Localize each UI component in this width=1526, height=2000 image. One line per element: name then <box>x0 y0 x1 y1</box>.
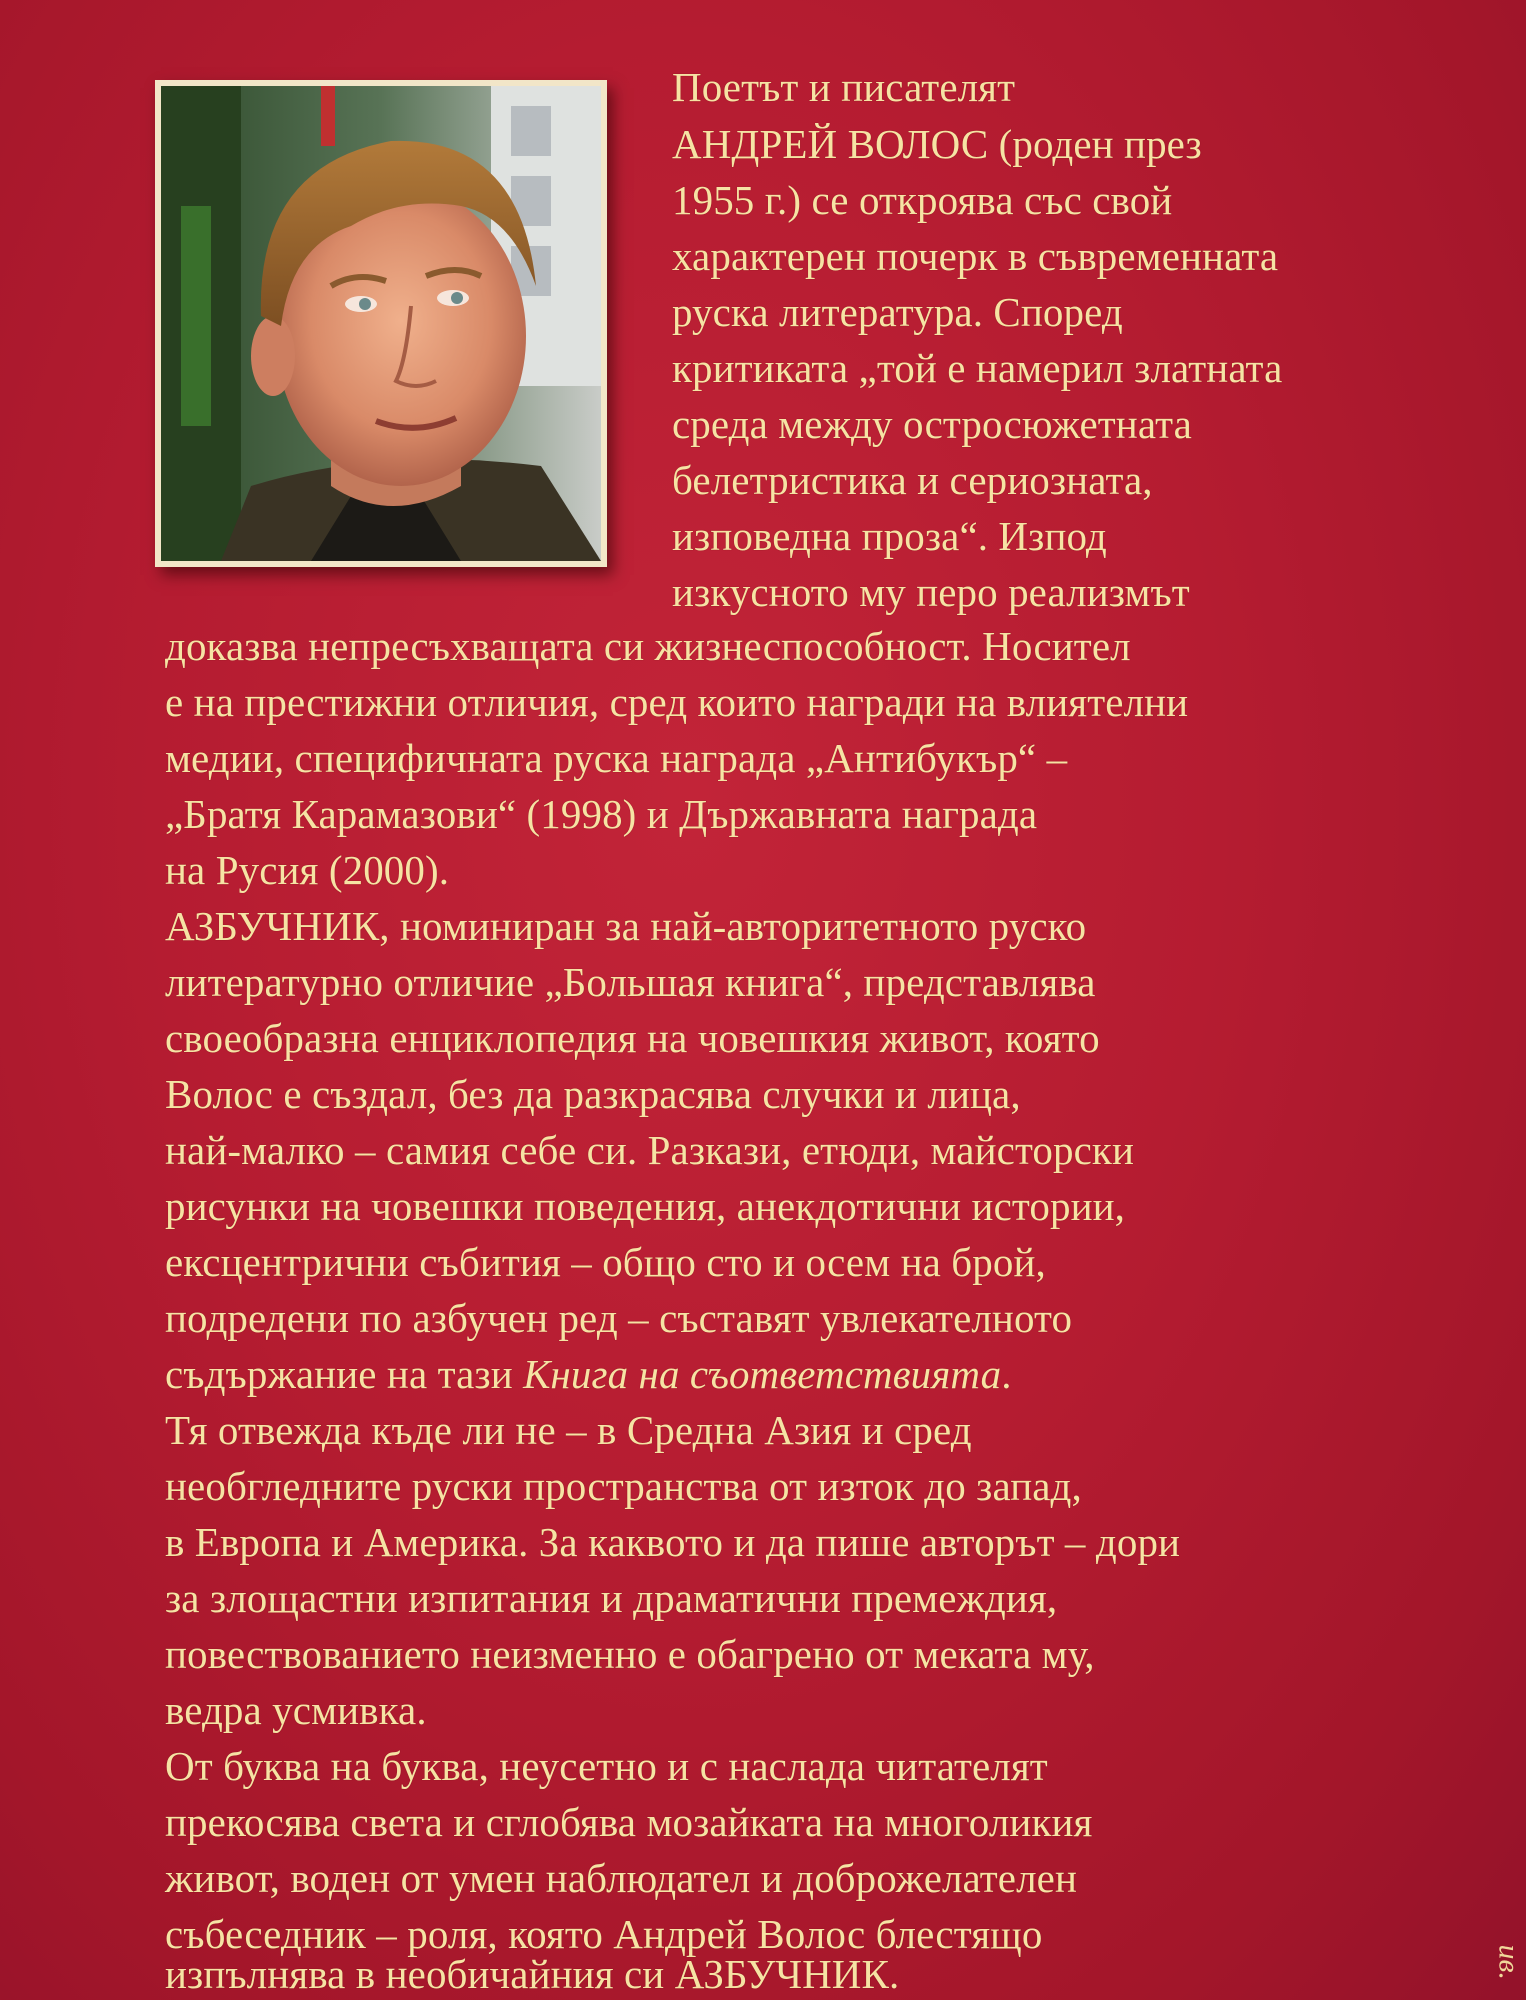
text-line: на Русия (2000). <box>165 847 450 893</box>
text-line: 1955 г.) се откроява със свой <box>672 177 1173 223</box>
text-line: Тя отвежда къде ли не – в Средна Азия и сред <box>165 1407 972 1453</box>
text-line: прекосява света и сглобява мозайката на многоликия <box>165 1799 1093 1845</box>
text-line: подредени по азбучен ред – съставят увлекателното <box>165 1295 1073 1341</box>
text-line: характерен почерк в съвременната <box>672 233 1279 279</box>
text-line: изкусното му перо реализмът <box>672 569 1190 615</box>
author-photo <box>161 86 601 561</box>
text-line: Волос е създал, без да разкрасява случки и лица, <box>165 1071 1021 1117</box>
book-subtitle: Книга на съответствията <box>523 1351 1002 1397</box>
text-line: своеобразна енциклопедия на човешкия живот, която <box>165 1015 1100 1061</box>
text-line-end: . <box>1001 1351 1012 1397</box>
text-line: ексцентрични събития – общо сто и осем на брой, <box>165 1239 1046 1285</box>
text-line: доказва непресъхващата си жизнеспособност. Носител <box>165 623 1131 669</box>
text-line: за злощастни изпитания и драматични премеждия, <box>165 1575 1058 1621</box>
text-line-start: съдържание на тази <box>165 1351 524 1397</box>
text-line: критиката „той е намерил златната <box>672 345 1283 391</box>
text-line: повествованието неизменно е обагрено от меката му, <box>165 1631 1095 1677</box>
text-line: От буква на буква, неусетно и с наслада читателят <box>165 1743 1048 1789</box>
text-line: изповедна проза“. Изпод <box>672 513 1107 559</box>
text-line: живот, воден от умен наблюдател и доброжелателен <box>165 1855 1078 1901</box>
text-line: руска литература. Според <box>672 289 1123 335</box>
text-line: среда между остросюжетната <box>672 401 1192 447</box>
text-line: ведра усмивка. <box>165 1687 427 1733</box>
text-line: АЗБУЧНИК, номиниран за най-авторитетното руско <box>165 903 1087 949</box>
text-line: литературно отличие „Большая книга“, представлява <box>165 959 1096 1005</box>
text-line: в Европа и Америка. За каквото и да пише авторът – дори <box>165 1519 1181 1565</box>
text-line: изпълнява в необичайния си АЗБУЧНИК. <box>165 1951 900 1997</box>
text-line: необгледните руски пространства от изток до запад, <box>165 1463 1082 1509</box>
text-line: медии, специфичната руска награда „Антибукър“ – <box>165 735 1068 781</box>
text-line: АНДРЕЙ ВОЛОС (роден през <box>672 121 1202 167</box>
text-line: събеседник – роля, която Андрей Волос блестящо <box>165 1911 1043 1957</box>
edge-credit-text: ив. <box>1493 1944 1526 1980</box>
text-line: е на престижни отличия, сред които награди на влиятелни <box>165 679 1189 725</box>
text-line: Поетът и писателят <box>672 64 1016 110</box>
text-line: най-малко – самия себе си. Разкази, етюди, майсторски <box>165 1127 1134 1173</box>
text-line: рисунки на човешки поведения, анекдотични истории, <box>165 1183 1126 1229</box>
text-line <box>165 1351 1012 1397</box>
text-line: „Братя Карамазови“ (1998) и Държавната награда <box>165 791 1038 837</box>
author-portrait <box>155 80 607 567</box>
text-line: белетристика и сериозната, <box>672 457 1153 503</box>
